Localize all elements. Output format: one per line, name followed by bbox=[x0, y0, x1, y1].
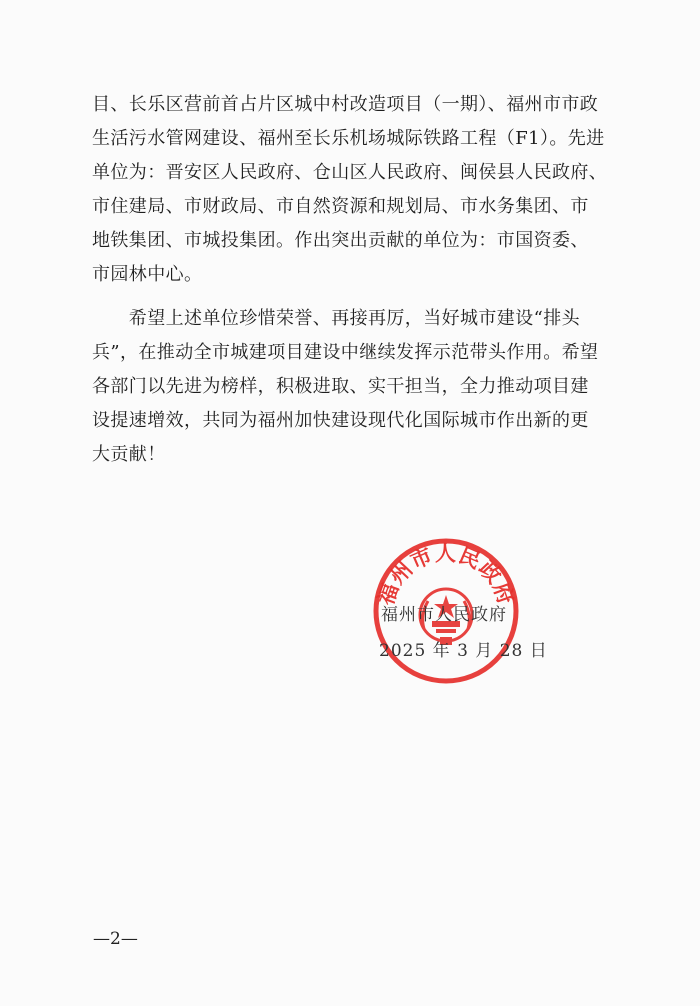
paragraph-1-line: 生活污水管网建设、福州至长乐机场城际铁路工程（F1）。先进 bbox=[92, 128, 605, 149]
paragraph-1-line: 单位为：晋安区人民政府、仓山区人民政府、闽侯县人民政府、 bbox=[92, 162, 608, 183]
paragraph-1-line: 地铁集团、市城投集团。作出突出贡献的单位为：市国资委、 bbox=[92, 230, 589, 251]
paragraph-2-line: 希望上述单位珍惜荣誉、再接再厉，当好城市建设“排头 bbox=[92, 308, 580, 329]
paragraph-2-line: 设提速增效，共同为福州加快建设现代化国际城市作出新的更 bbox=[92, 410, 589, 431]
paragraph-1-line: 市园林中心。 bbox=[92, 264, 203, 285]
paragraph-spacer bbox=[92, 292, 612, 302]
paragraph-2-line: 兵”，在推动全市城建项目建设中继续发挥示范带头作用。希望 bbox=[92, 342, 599, 363]
paragraph-2-line: 大贡献！ bbox=[92, 444, 166, 465]
signature-organization: 福州市人民政府 bbox=[381, 605, 507, 625]
paragraph-1-line: 市住建局、市财政局、市自然资源和规划局、市水务集团、市 bbox=[92, 196, 589, 217]
svg-text:福州市人民政府: 福州市人民政府 bbox=[372, 540, 520, 609]
paragraph-2-line: 各部门以先进为榜样，积极进取、实干担当，全力推动项目建 bbox=[92, 376, 589, 397]
document-body bbox=[92, 88, 612, 472]
paragraph-1-line: 目、长乐区营前首占片区城中村改造项目（一期）、福州市市政 bbox=[92, 94, 599, 115]
signature-date: 2025 年 3 月 28 日 bbox=[379, 641, 548, 661]
page-number: —2— bbox=[93, 929, 138, 949]
